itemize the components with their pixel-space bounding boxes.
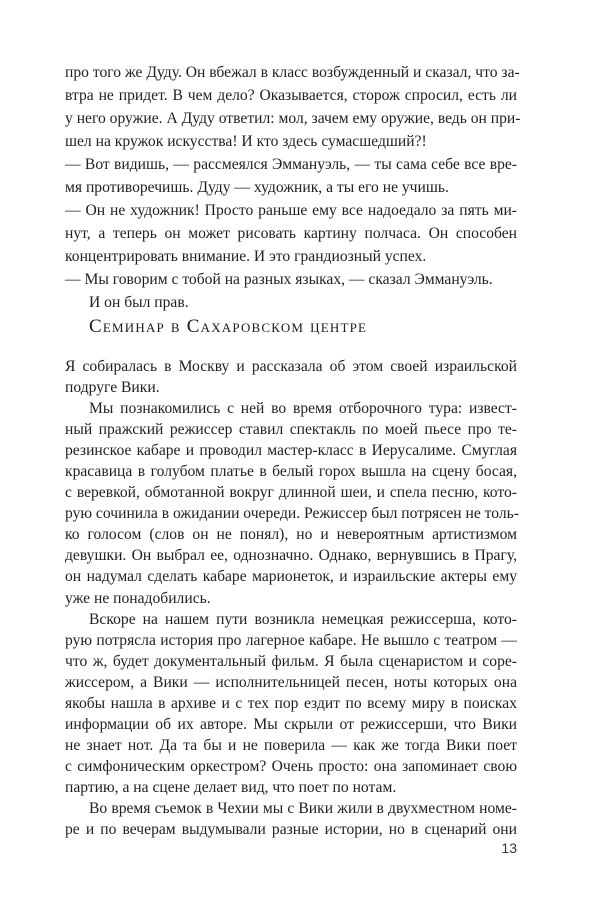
top-line: про того же Дуду. Он вбежал в класс возбужденный и сказал, что за- [65, 64, 520, 81]
body-line: ный пражский режиссер ставил спектакль по моей пьесе про те- [65, 421, 517, 438]
body-line: красавица в голубом платье в белый горох вышла на сцену босая, [65, 463, 517, 480]
page-number: 13 [501, 840, 517, 856]
body-line: не знает нот. Да та бы и не поверила — как же тогда Вики поет [65, 737, 517, 754]
top-line: — Он не художник! Просто раньше ему все надоедало за пять ми- [65, 202, 517, 219]
body-line: с веревкой, обмотанной вокруг длинной шеи, и спела песню, кото- [65, 484, 517, 501]
body-line: девушки. Он выбрал ее, однозначно. Однако, вернувшись в Прагу, [65, 547, 517, 564]
top-line: втра не придет. В чем дело? Оказывается, сторож спросил, есть ли [65, 87, 517, 104]
body-line: информации об их авторе. Мы скрыли от режиссерши, что Вики [65, 716, 517, 733]
body-line: что ж, будет документальный фильм. Я была сценаристом и соре- [65, 653, 517, 670]
top-line: И он был прав. [89, 294, 189, 311]
body-line: якобы нашла в архиве и с тех пор ездит по всему миру в поисках [65, 695, 517, 712]
body-line: рую сочинила в ожидании очереди. Режиссер был потрясен не толь- [65, 505, 519, 522]
body-line: ре и по вечерам выдумывали разные истории, но в сценарий они [65, 821, 517, 838]
body-line: партию, а на сцене делает вид, что поет по нотам. [65, 779, 397, 796]
top-line: нут, а теперь он может рисовать картину полчаса. Он способен [65, 225, 517, 242]
body-line: резинское кабаре и проводил мастер-класс в Иерусалиме. Смуглая [65, 442, 517, 459]
top-line: шел на кружок искусства! И кто здесь сумасшедший?! [65, 133, 427, 150]
body-line: Я собиралась в Москву и рассказала об этом своей израильской [65, 358, 517, 375]
top-line: концентрировать внимание. И это грандиозный успех. [65, 248, 427, 265]
top-line: у него оружие. А Дуду ответил: мол, зачем ему оружие, ведь он при- [65, 110, 521, 127]
body-line: Мы познакомились с ней во время отборочного тура: извест- [89, 400, 517, 417]
body-line: ко голосом (слов он не понял), но и невероятным артистизмом [65, 526, 517, 543]
body-line: с симфоническим оркестром? Очень просто: она запоминает свою [65, 758, 517, 775]
top-line: — Вот видишь, — рассмеялся Эммануэль, — ты сама себе все вре- [65, 156, 517, 173]
top-line: мя противоречишь. Дуду — художник, а ты его не учишь. [65, 179, 449, 196]
body-line: Во время съемок в Чехии мы с Вики жили в двухместном номе- [89, 800, 517, 817]
body-line: он надумал сделать кабаре марионеток, и израильские актеры ему [65, 568, 517, 585]
top-line: — Мы говорим с тобой на разных языках, — сказал Эммануэль. [65, 271, 493, 288]
body-line: Вскоре на нашем пути возникла немецкая режиссерша, кото- [89, 611, 517, 628]
body-line: рую потрясла история про лагерное кабаре. Не вышло с театром — [65, 632, 517, 649]
section-heading: Семинар в Сахаровском центре [89, 316, 368, 337]
body-line: жиссером, а Вики — исполнительницей песен, ноты которых она [65, 674, 517, 691]
body-line: уже не понадобились. [65, 590, 211, 607]
body-line: подруге Вики. [65, 379, 160, 396]
